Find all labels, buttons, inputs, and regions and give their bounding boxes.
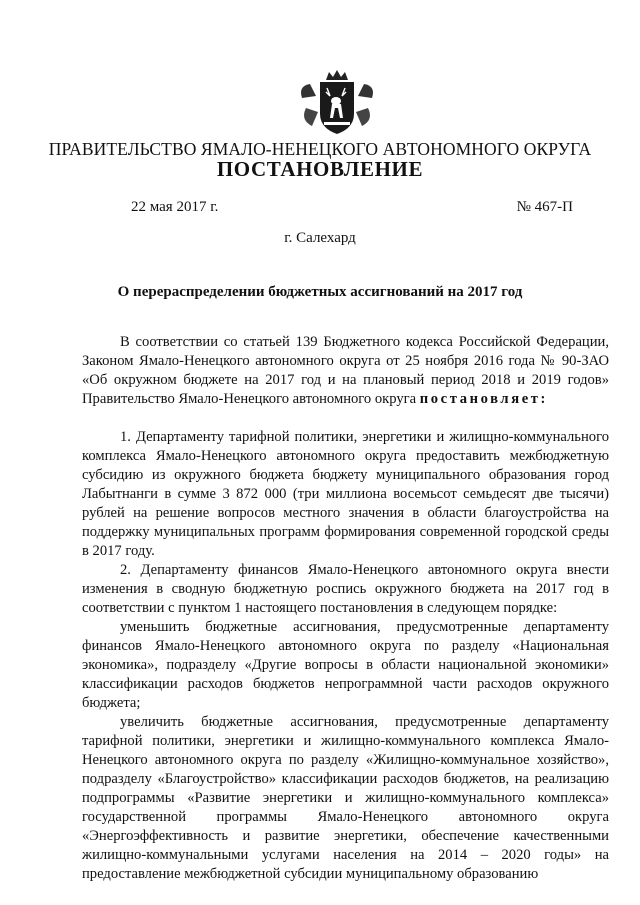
paragraph-2: 2. Департаменту финансов Ямало-Ненецкого автономного округа внести изменения в сводную бюджетную роспись окружного бюджета на 2017 год в соответствии с пунктом 1 настоящего постановления в следующем порядке: bbox=[82, 562, 609, 616]
document-city: г. Салехард bbox=[284, 230, 356, 246]
coat-of-arms-icon bbox=[296, 68, 378, 138]
document-type: ПОСТАНОВЛЕНИЕ bbox=[216, 157, 424, 181]
preamble-text: В соответствии со статьей 139 Бюджетного кодекса Российской Федерации, Законом Ямало-Ненецкого автономного округа от 25 ноября 2016 года № 90-ЗАО «Об окружном бюджете на 2017 год и на плановый период 2018 и 2019 годов» Правительство Ямало-Ненецкого автономного округа bbox=[82, 334, 609, 407]
document-date: 22 мая 2017 г. bbox=[131, 199, 219, 215]
document-subject: О перераспределении бюджетных ассигнований на 2017 год bbox=[117, 284, 523, 300]
paragraph-1: 1. Департаменту тарифной политики, энергетики и жилищно-коммунального комплекса Ямало-Ненецкого автономного округа предоставить межбюджетную субсидию из окружного бюджета бюджету муниципального образования город Лабытнанги в сумме 3 872 000 (три миллиона восемьсот семьдесят две тысячи) рублей на решение вопросов местного значения в области благоустройства на поддержку муниципальных программ формирования современной городской среды в 2017 году. bbox=[82, 429, 609, 559]
paragraph-increase: увеличить бюджетные ассигнования, предусмотренные департаменту тарифной политики, энергетики и жилищно-коммунального комплекса Ямало-Ненецкого автономного округа по разделу «Жилищно-коммунальное хозяйство», подразделу «Благоустройство» классификации расходов бюджетов, на реализацию подпрограммы «Развитие энергетики и жилищно-коммунального комплекса» государственной программы Ямало-Ненецкого автономного округа «Энергоэффективность и развитие энергетики, обеспечение качественными жилищно-коммунальными услугами населения на 2014 – 2020 годы» на предоставление межбюджетной субсидии муниципальному образованию bbox=[82, 714, 609, 882]
preamble bbox=[82, 333, 609, 409]
paragraph-decrease: уменьшить бюджетные ассигнования, предусмотренные департаменту финансов Ямало-Ненецкого автономного округа по разделу «Национальная экономика», подразделу «Другие вопросы в области национальной экономики» классификации расходов бюджетов непрограммной части расходов окружного бюджета; bbox=[82, 619, 609, 711]
document-body bbox=[82, 333, 609, 884]
government-name: ПРАВИТЕЛЬСТВО ЯМАЛО-НЕНЕЦКОГО АВТОНОМНОГО ОКРУГА bbox=[48, 139, 592, 159]
resolves-word: постановляет: bbox=[419, 391, 549, 407]
document-number: № 467-П bbox=[516, 199, 573, 215]
